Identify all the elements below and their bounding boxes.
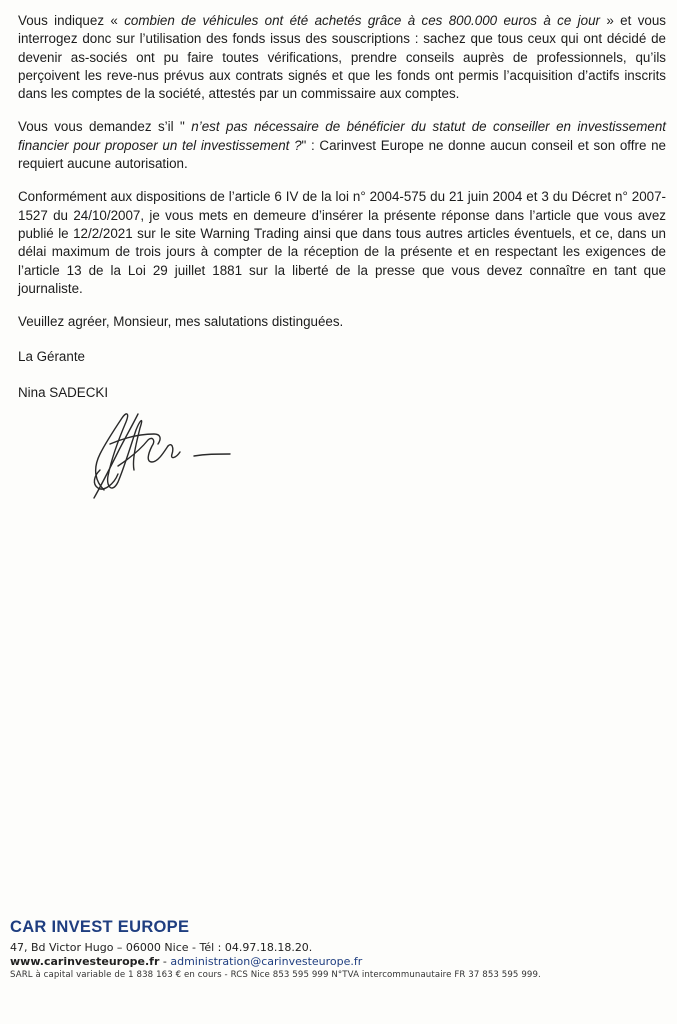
letter-body bbox=[18, 12, 666, 419]
company-name: CAR INVEST EUROPE bbox=[10, 918, 190, 936]
handwritten-signature bbox=[74, 404, 234, 502]
salutation: Veuillez agréer, Monsieur, mes salutations distinguées. bbox=[18, 314, 344, 330]
company-contact bbox=[10, 955, 670, 969]
p1-rest: » et vous interrogez donc sur l’utilisation des fonds issus des souscriptions : sachez que tous ceux qui ont décidé de devenir as-sociés ont pu faire toutes vérifications, prendre conseils auprès de professionnels, qu’ils perçoivent les reve-nus prévus aux contrats signés et que les fonds ont permis l’acquisition d’actifs inscrits dans les comptes de la société, attestés par un commissaire aux comptes. bbox=[18, 13, 666, 102]
legal-mentions: SARL à capital variable de 1 838 163 € en cours - RCS Nice 853 595 999 N°TVA intercommunautaire FR 37 853 595 999. bbox=[10, 970, 541, 980]
contact-separator: - bbox=[159, 955, 171, 968]
signer-name: Nina SADECKI bbox=[18, 384, 109, 400]
paragraph-formal-notice: Conformément aux dispositions de l’article 6 IV de la loi n° 2004-575 du 21 juin 2004 et 3 du Décret n° 2007-1527 du 24/10/2007, je vous mets en demeure d’insérer la présente réponse dans l’article que vous avez publié le 12/2/2021 sur le site Warning Trading ainsi que dans tous autres articles éventuels, et ce, dans un délai maximum de trois jours à compter de la réception de la présente et en respectant les exigences de l’article 13 de la Loi 29 juillet 1881 sur la liberté de la presse que vous devez connaître en tant que journaliste. bbox=[18, 189, 666, 296]
p1-intro: Vous indiquez « bbox=[18, 13, 125, 28]
website-link[interactable]: www.carinvesteurope.fr bbox=[10, 955, 160, 968]
p2-rest: " : Carinvest Europe ne donne aucun conseil et son offre ne requiert aucune autorisation. bbox=[18, 137, 667, 172]
email-link[interactable]: administration@carinvesteurope.fr bbox=[170, 955, 363, 968]
signer-role: La Gérante bbox=[18, 349, 85, 365]
paragraph-vehicles bbox=[18, 12, 666, 103]
company-address: 47, Bd Victor Hugo – 06000 Nice - Tél : 04.97.18.18.20. bbox=[10, 941, 313, 954]
p1-quote: combien de véhicules ont été achetés grâce à ces 800.000 euros à ce jour bbox=[124, 13, 600, 28]
p2-quote: n’est pas nécessaire de bénéficier du statut de conseiller en investissement financier pour proposer un tel investissement ? bbox=[18, 119, 666, 153]
letterhead-footer bbox=[10, 918, 670, 981]
paragraph-advisor-status bbox=[18, 118, 666, 173]
p2-intro: Vous vous demandez s’il " bbox=[18, 119, 192, 135]
